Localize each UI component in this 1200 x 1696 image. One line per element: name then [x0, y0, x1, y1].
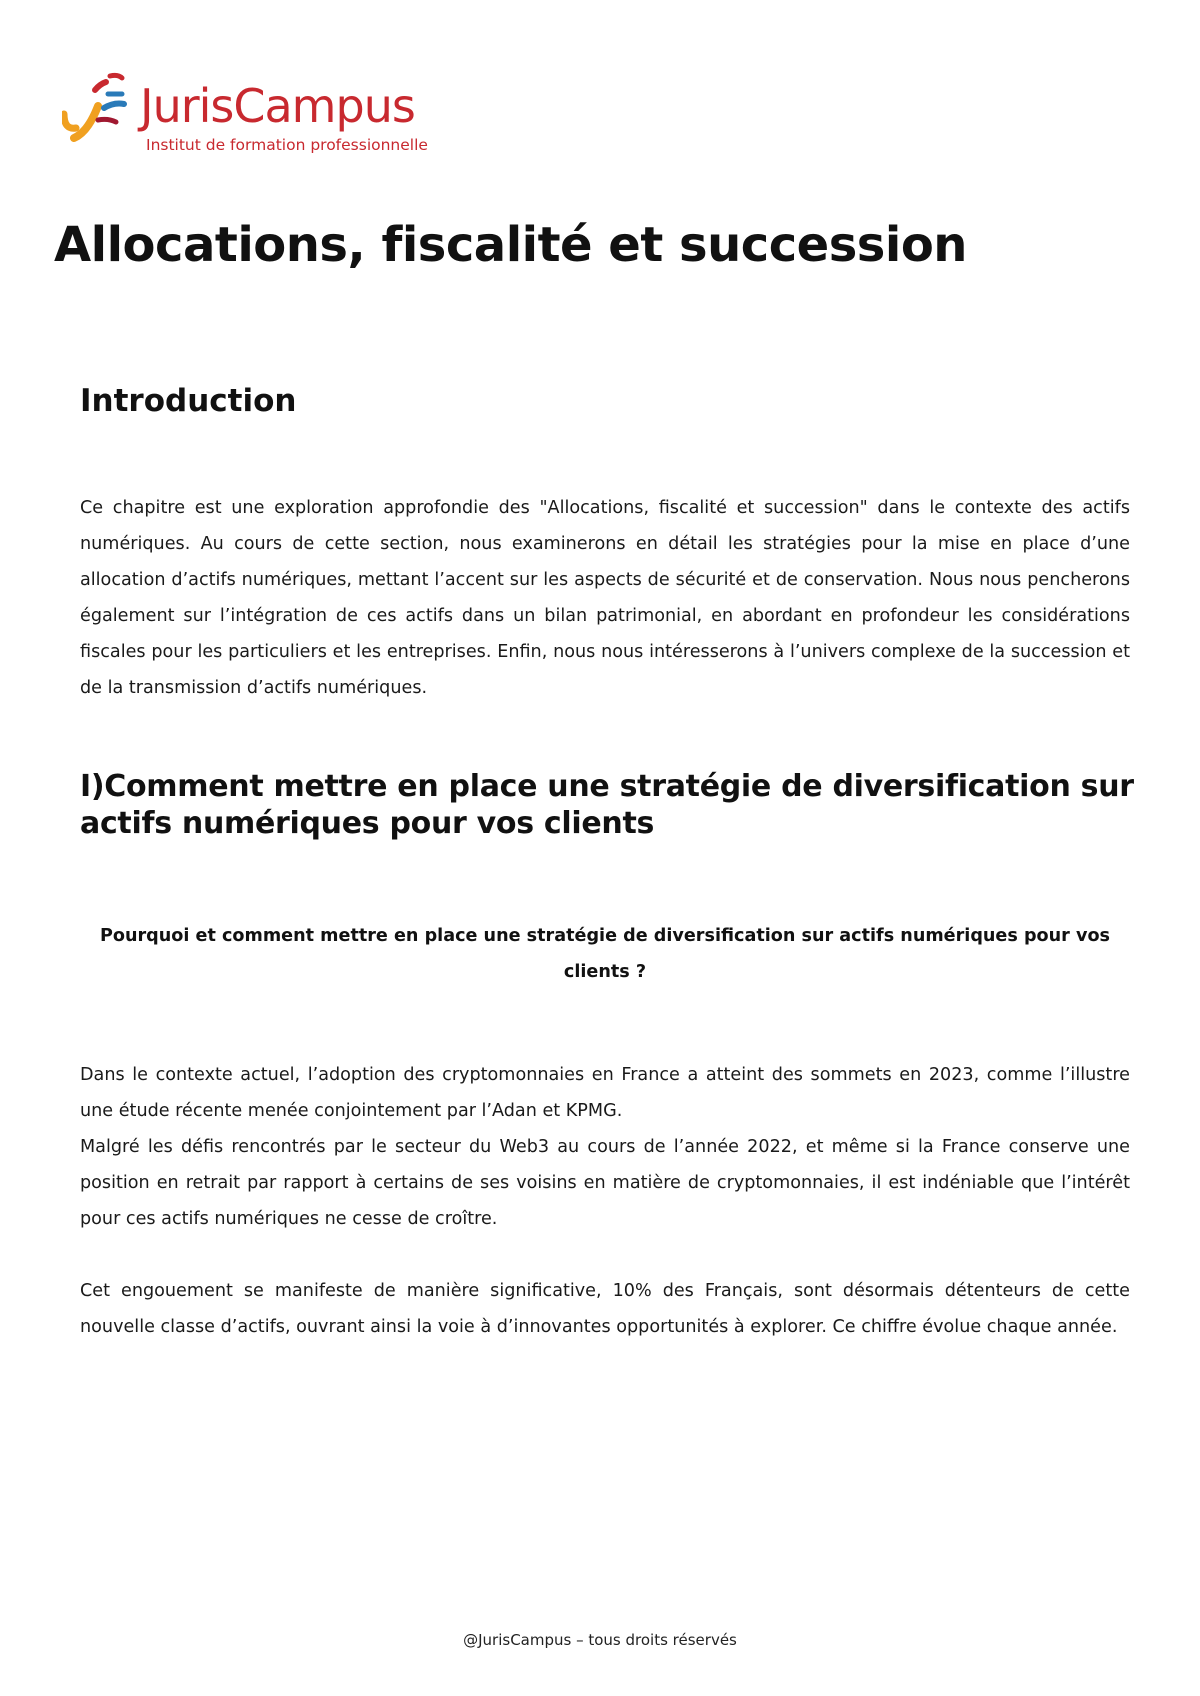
juriscampus-logo-mark-icon: [62, 72, 142, 156]
juriscampus-logo: [62, 72, 462, 164]
page-footer: @JurisCampus – tous droits réservés: [463, 1631, 737, 1649]
introduction-heading: Introduction: [80, 383, 297, 419]
section-1-heading: I)Comment mettre en place une stratégie de diversification sur actifs numériques pour vos clients: [80, 769, 1134, 841]
context-paragraph: Dans le contexte actuel, l’adoption des cryptomonnaies en France a atteint des sommets en 2023, comme l’illustre une étude récente menée conjointement par l’Adan et KPMG.: [80, 1065, 1130, 1121]
introduction-paragraph: Ce chapitre est une exploration approfondie des "Allocations, fiscalité et succession" dans le contexte des actifs numériques. Au cours de cette section, nous examinerons en détail les stratégies pour la mise en place d’une allocation d’actifs numériques, mettant l’accent sur les aspects de sécurité et de conservation. Nous nous pencherons également sur l’intégration de ces actifs dans un bilan patrimonial, en abordant en profondeur les considérations fiscales pour les particuliers et les entreprises. Enfin, nous nous intéresserons à l’univers complexe de la succession et de la transmission d’actifs numériques.: [80, 498, 1130, 698]
adoption-paragraph: Cet engouement se manifeste de manière significative, 10% des Français, sont désormais détenteurs de cette nouvelle classe d’actifs, ouvrant ainsi la voie à d’innovantes opportunités à explorer. Ce chiffre évolue chaque année.: [80, 1281, 1130, 1337]
document-title: Allocations, fiscalité et succession: [54, 217, 967, 273]
section-1-sub-question: Pourquoi et comment mettre en place une stratégie de diversification sur actifs numériques pour vos clients ?: [99, 926, 1111, 982]
challenges-paragraph: Malgré les défis rencontrés par le secteur du Web3 au cours de l’année 2022, et même si la France conserve une position en retrait par rapport à certains de ses voisins en matière de cryptomonnaies, il est indéniable que l’intérêt pour ces actifs numériques ne cesse de croître.: [80, 1137, 1130, 1229]
logo-tagline: Institut de formation professionnelle: [146, 136, 428, 154]
logo-wordmark: JurisCampus: [140, 79, 415, 133]
